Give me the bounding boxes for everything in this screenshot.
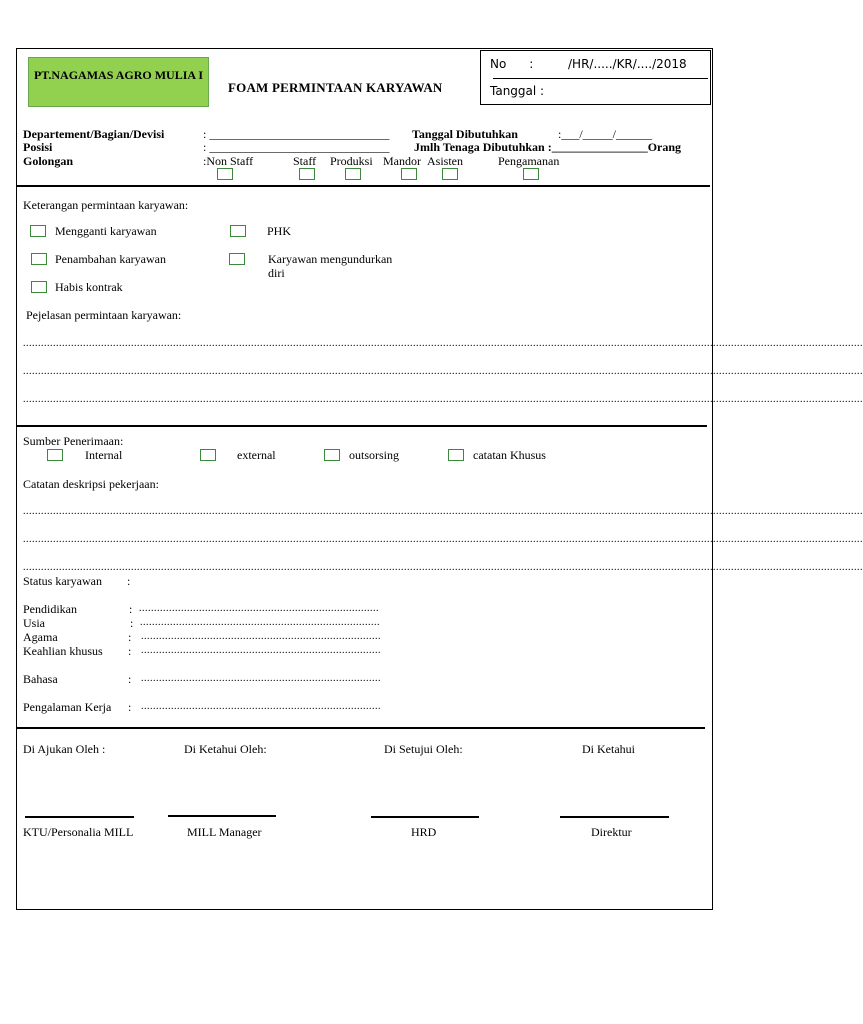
- mengundurkan-diri-checkbox[interactable]: [229, 253, 245, 265]
- penambahan-label: Penambahan karyawan: [55, 252, 166, 266]
- pengalaman-colon: :: [128, 700, 132, 714]
- pengalaman-input[interactable]: ................................................................................: [141, 701, 381, 712]
- outsorsing-checkbox[interactable]: [324, 449, 340, 461]
- disetujui-oleh-label: Di Setujui Oleh:: [384, 742, 463, 756]
- usia-colon: :: [130, 616, 134, 630]
- posisi-input[interactable]: : ______________________________: [203, 140, 390, 154]
- catatan-khusus-label: catatan Khusus: [473, 448, 546, 462]
- jumlah-tenaga-label[interactable]: Jmlh Tenaga Dibutuhkan :________________Orang: [414, 140, 682, 154]
- departemen-label: Departement/Bagian/Devisi: [23, 127, 165, 141]
- role-direktur: Direktur: [591, 825, 632, 839]
- section-divider: [16, 185, 710, 187]
- phk-label: PHK: [267, 224, 292, 238]
- company-name: PT.NAGAMAS AGRO MULIA I: [33, 68, 204, 82]
- number-box: [480, 50, 711, 105]
- keahlian-colon: :: [128, 644, 132, 658]
- staff-checkbox[interactable]: [299, 168, 315, 180]
- golongan-produksi-label: Produksi: [330, 154, 373, 168]
- role-ktu: KTU/Personalia MILL: [23, 825, 134, 839]
- non-staff-checkbox[interactable]: [217, 168, 233, 180]
- agama-colon: :: [128, 630, 132, 644]
- signature-line-ktu[interactable]: [25, 816, 134, 818]
- outsorsing-label: outsorsing: [349, 448, 400, 462]
- golongan-asisten-label: Asisten: [427, 154, 463, 168]
- diketahui-label: Di Ketahui: [582, 742, 635, 756]
- habis-kontrak-label: Habis kontrak: [55, 280, 123, 294]
- keahlian-label: Keahlian khusus: [23, 644, 103, 658]
- tanggal-dibutuhkan-input[interactable]: :___/_____/______: [558, 127, 653, 141]
- internal-label: Internal: [85, 448, 123, 462]
- golongan-staff-label: Staff: [293, 154, 317, 168]
- catatan-line-2[interactable]: ........................................................................................................................................................................................................................................................................................: [23, 534, 863, 545]
- mengganti-label: Mengganti karyawan: [55, 224, 157, 238]
- asisten-checkbox[interactable]: [442, 168, 458, 180]
- catatan-line-3[interactable]: ........................................................................................................................................................................................................................................................................................: [23, 562, 863, 573]
- catatan-title: Catatan deskripsi pekerjaan:: [23, 477, 159, 491]
- posisi-label: Posisi: [23, 140, 53, 154]
- section-divider: [16, 727, 705, 729]
- status-karyawan-colon[interactable]: :: [127, 574, 131, 588]
- keterangan-title: Keterangan permintaan karyawan:: [23, 198, 189, 212]
- role-hrd: HRD: [411, 825, 437, 839]
- signature-line-hrd[interactable]: [371, 816, 479, 818]
- penjelasan-line-2[interactable]: ........................................................................................................................................................................................................................................................................................: [23, 366, 863, 377]
- company-name-box: [28, 57, 209, 107]
- external-checkbox[interactable]: [200, 449, 216, 461]
- number-box-divider: [493, 78, 708, 79]
- section-divider: [16, 425, 707, 427]
- mandor-checkbox[interactable]: [401, 168, 417, 180]
- form-title: FOAM PERMINTAAN KARYAWAN: [228, 80, 443, 95]
- produksi-checkbox[interactable]: [345, 168, 361, 180]
- status-karyawan-label: Status karyawan: [23, 574, 102, 588]
- sumber-title: Sumber Penerimaan:: [23, 434, 124, 448]
- mengganti-checkbox[interactable]: [30, 225, 46, 237]
- no-label: No :: [490, 57, 534, 71]
- mengundurkan-label-line2: diri: [268, 266, 285, 280]
- bahasa-label: Bahasa: [23, 672, 58, 686]
- pendidikan-label: Pendidikan: [23, 602, 77, 616]
- keahlian-input[interactable]: ................................................................................: [141, 645, 381, 656]
- external-label: external: [237, 448, 276, 462]
- penjelasan-title: Pejelasan permintaan karyawan:: [26, 308, 182, 322]
- penjelasan-line-1[interactable]: ........................................................................................................................................................................................................................................................................................: [23, 338, 863, 349]
- usia-input[interactable]: ................................................................................: [140, 617, 380, 628]
- usia-label: Usia: [23, 616, 45, 630]
- tanggal-label[interactable]: Tanggal :: [490, 84, 545, 98]
- role-mill-manager: MILL Manager: [187, 825, 262, 839]
- golongan-label: Golongan: [23, 154, 74, 168]
- internal-checkbox[interactable]: [47, 449, 63, 461]
- mengundurkan-label: Karyawan mengundurkan: [268, 252, 393, 266]
- agama-input[interactable]: ................................................................................: [141, 631, 381, 642]
- bahasa-input[interactable]: ................................................................................: [141, 673, 381, 684]
- signature-line-manager[interactable]: [168, 815, 276, 817]
- phk-checkbox[interactable]: [230, 225, 246, 237]
- golongan-pengamanan-label: Pengamanan: [498, 154, 560, 168]
- diketahui-oleh-label: Di Ketahui Oleh:: [184, 742, 267, 756]
- penambahan-checkbox[interactable]: [31, 253, 47, 265]
- catatan-khusus-checkbox[interactable]: [448, 449, 464, 461]
- catatan-line-1[interactable]: ........................................................................................................................................................................................................................................................................................: [23, 506, 863, 517]
- penjelasan-line-3[interactable]: ........................................................................................................................................................................................................................................................................................: [23, 394, 863, 405]
- departemen-input[interactable]: : ______________________________: [203, 127, 390, 141]
- habis-kontrak-checkbox[interactable]: [31, 281, 47, 293]
- tanggal-dibutuhkan-label: Tanggal Dibutuhkan: [412, 127, 518, 141]
- golongan-non-staff: :Non Staff: [203, 154, 254, 168]
- pendidikan-colon: :: [129, 602, 133, 616]
- pengamanan-checkbox[interactable]: [523, 168, 539, 180]
- bahasa-colon: :: [128, 672, 132, 686]
- golongan-mandor-label: Mandor: [383, 154, 421, 168]
- pendidikan-input[interactable]: ................................................................................: [139, 603, 379, 614]
- agama-label: Agama: [23, 630, 58, 644]
- signature-line-direktur[interactable]: [560, 816, 669, 818]
- pengalaman-label: Pengalaman Kerja: [23, 700, 112, 714]
- no-value[interactable]: /HR/...../KR/..../2018: [568, 57, 687, 71]
- diajukan-oleh-label: Di Ajukan Oleh :: [23, 742, 106, 756]
